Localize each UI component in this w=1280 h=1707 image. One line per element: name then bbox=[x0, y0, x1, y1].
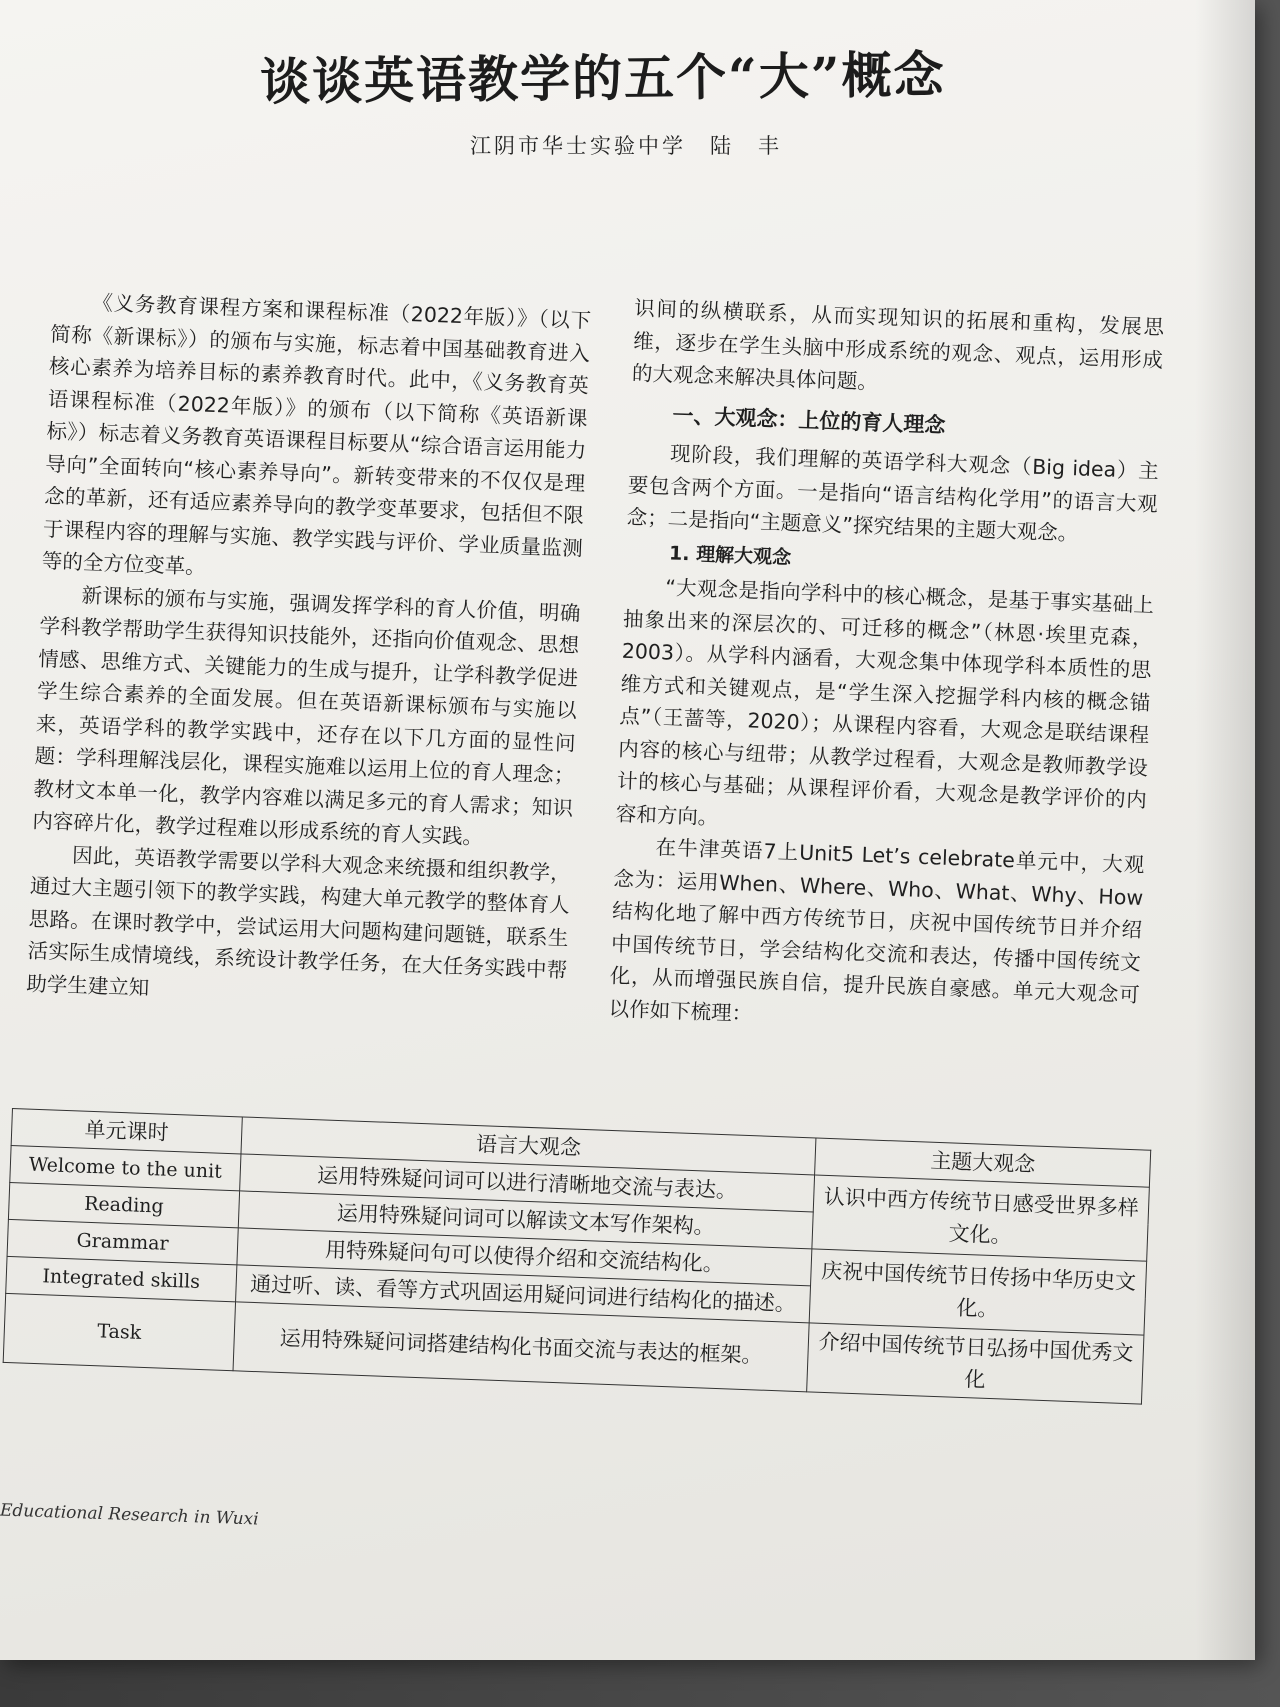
paragraph: 因此，英语教学需要以学科大观念来统摄和组织教学，通过大主题引领下的教学实践，构建大单元教学的整体育人思路。在课时教学中，尝试运用大问题构建问题链，联系生活实际生成情境线，系统设计教学任务，在大任务实践中帮助学生建立知 bbox=[25, 842, 572, 1000]
paragraph: 《义务教育课程方案和课程标准（2022年版）》（以下简称《新课标》）的颁布与实施，标志着中国基础教育进入核心素养为培养目标的素养教育时代。此中，《义务教育英语课程标准（2022年版）》的颁布（以下简称《英语新课标》）标志着义务教育英语课程目标要从“综合语言运用能力导向”全面转向“核心素养导向”。新转变带来的不仅仅是理念的革新，还有适应素养导向的教学变革要求，包括但不限于课程内容的理解与实施、教学实践与评价、学业质量监测等的全方位变革。 bbox=[41, 290, 592, 579]
right-column bbox=[608, 292, 1165, 1044]
paragraph: 现阶段，我们理解的英语学科大观念（Big idea）主要包含两个方面。一是指向“语言结构化学用”的语言大观念；二是指向“主题意义”探究结果的主题大观念。 bbox=[626, 441, 1160, 546]
table-header-language: 语言大观念 bbox=[241, 1117, 816, 1175]
table-cell-theme: 庆祝中国传统节日传扬中华历史文化。 bbox=[809, 1249, 1146, 1335]
table-header-theme: 主题大观念 bbox=[815, 1138, 1151, 1187]
table-cell-language: 运用特殊疑问词搭建结构化书面交流与表达的框架。 bbox=[233, 1302, 810, 1392]
paragraph-continuation: 识间的纵横联系，从而实现知识的拓展和重构，发展思维，逐步在学生头脑中形成系统的观念、观点，运用形成的大观念来解决具体问题。 bbox=[631, 295, 1165, 394]
spine-shadow bbox=[1195, 0, 1255, 1660]
paragraph: “大观念是指向学科中的核心概念，是基于事实基础上抽象出来的深层次的、可迁移的概念”（林恩·埃里克森，2003）。从学科内涵看，大观念集中体现学科本质性的思维方式和关键观点，是“学生深入挖掘学科内核的概念锚点”（王蔷等，2020）；从课程内容看，大观念是联结课程内容的核心与纽带；从教学过程看，大观念是教师教学设计的核心与基础；从课程评价看，大观念是教学评价的内容和方向。 bbox=[615, 575, 1155, 829]
table-cell-theme: 认识中西方传统节日感受世界多样文化。 bbox=[812, 1175, 1149, 1261]
journal-footer: Educational Research in Wuxi bbox=[0, 1500, 259, 1530]
subheading: 1. 理解大观念 bbox=[668, 541, 792, 569]
table-header-lesson: 单元课时 bbox=[11, 1109, 242, 1154]
table-cell-language: 运用特殊疑问词可以进行清晰地交流与表达。 bbox=[239, 1154, 814, 1212]
paragraph: 新课标的颁布与实施，强调发挥学科的育人价值，明确学科教学帮助学生获得知识技能外，还指向价值观念、思想情感、思维方式、关键能力的生成与提升，让学科教学促进学生综合素养的全面发展。但在英语新课标颁布与实施以来，英语学科的教学实践中，还存在以下几方面的显性问题：学科理解浅层化，课程实施难以运用上位的育人理念；教材文本单一化，教学内容难以满足多元的育人需求；知识内容碎片化，教学过程难以形成系统的育人实践。 bbox=[31, 582, 581, 850]
author-byline: 江阴市华士实验中学 陆 丰 bbox=[470, 134, 782, 158]
left-column bbox=[26, 285, 592, 1019]
table-cell-language: 运用特殊疑问词可以解读文本写作架构。 bbox=[238, 1191, 813, 1249]
table-cell-lesson: Task bbox=[3, 1293, 235, 1370]
article-title: 谈谈英语教学的五个“大”概念 bbox=[259, 45, 946, 112]
table-cell-theme: 介绍中国传统节日弘扬中国优秀文化 bbox=[807, 1323, 1144, 1404]
table-cell-language: 通过听、读、看等方式巩固运用疑问词进行结构化的描述。 bbox=[235, 1265, 810, 1323]
table-cell-language: 用特殊疑问句可以使得介绍和交流结构化。 bbox=[237, 1228, 812, 1286]
section-heading: 一、大观念：上位的育人理念 bbox=[672, 401, 946, 437]
table-cell-lesson: Reading bbox=[8, 1182, 239, 1227]
table-cell-lesson: Welcome to the unit bbox=[10, 1145, 241, 1190]
table-cell-lesson: Grammar bbox=[7, 1219, 238, 1264]
table-cell-lesson: Integrated skills bbox=[6, 1256, 237, 1301]
paragraph: 在牛津英语7上Unit5 Let’s celebrate单元中，大观念为：运用When、Where、Who、What、Why、How结构化地了解中西方传统节日，庆祝中国传统节日并介绍中国传统节日，学会结构化交流和表达，传播中国传统文化，从而增强民族自信，提升民族自豪感。单元大观念可以作如下梳理： bbox=[608, 835, 1145, 1026]
big-idea-table bbox=[3, 1108, 1152, 1405]
